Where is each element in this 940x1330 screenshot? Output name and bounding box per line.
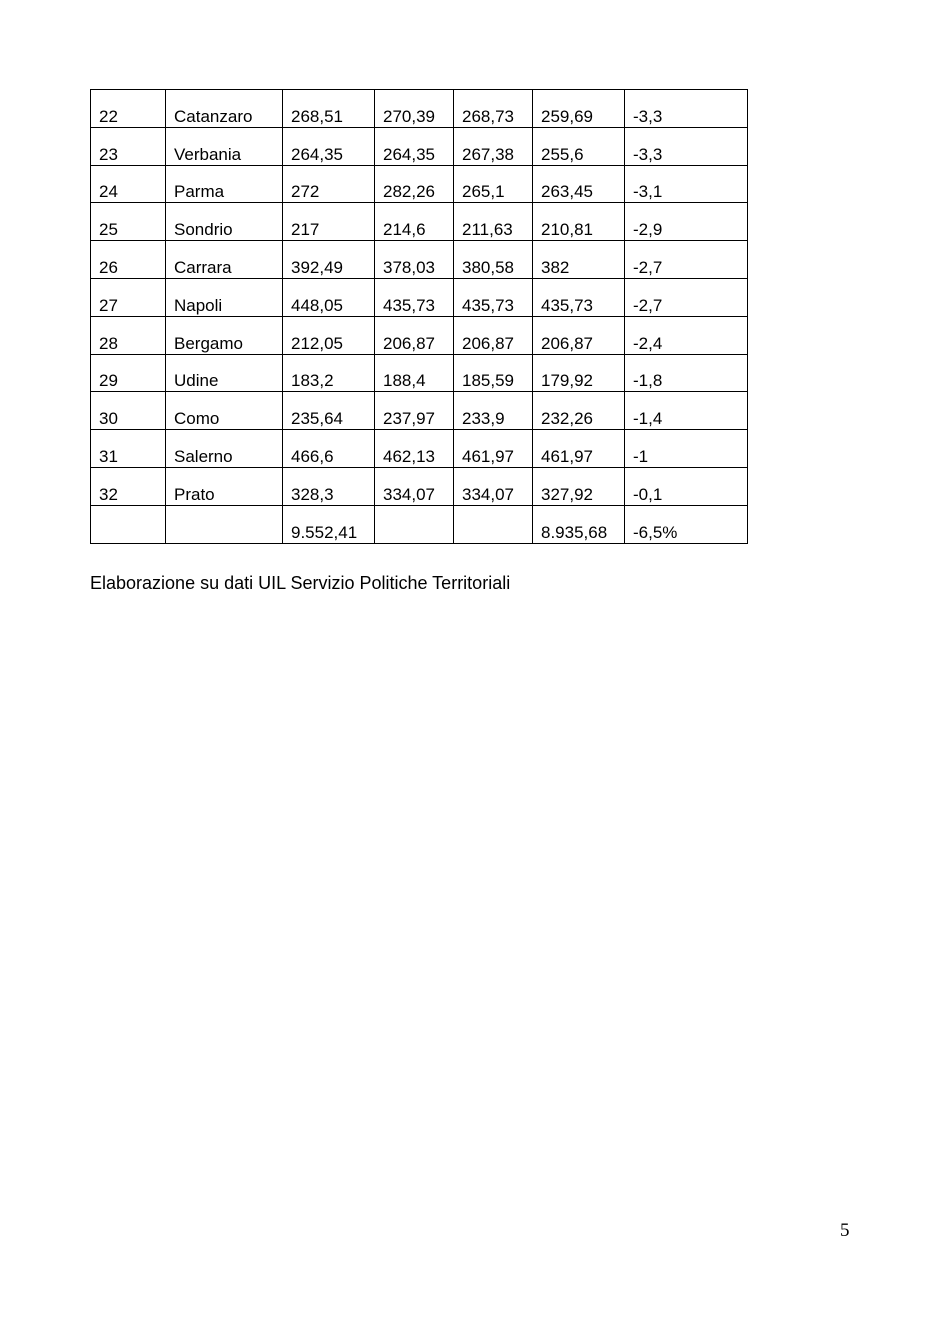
value-cell (375, 90, 454, 128)
cell-text: 270,39 (383, 106, 435, 126)
cell-text: 382 (541, 257, 570, 277)
city-cell (166, 165, 283, 203)
rank-cell (91, 127, 166, 165)
cell-text: Catanzaro (174, 106, 253, 126)
value-cell (283, 430, 375, 468)
rank-cell (91, 90, 166, 128)
city-cell (166, 203, 283, 241)
value-cell (454, 203, 533, 241)
table-row (91, 241, 748, 279)
cell-text: 435,73 (541, 295, 593, 315)
cell-text: 183,2 (291, 371, 334, 391)
cell-text: Sondrio (174, 220, 233, 240)
table-row (91, 278, 748, 316)
cell-text: 334,07 (462, 484, 514, 504)
value-cell (283, 392, 375, 430)
cell-text: 210,81 (541, 220, 593, 240)
value-cell (533, 241, 625, 279)
rank-cell (91, 430, 166, 468)
table-row (91, 392, 748, 430)
cell-text: Carrara (174, 257, 232, 277)
cell-text: -2,7 (633, 257, 663, 277)
value-cell (283, 316, 375, 354)
city-cell (166, 278, 283, 316)
change-cell (625, 392, 748, 430)
cell-text: 255,6 (541, 144, 584, 164)
value-cell (283, 203, 375, 241)
cell-text: Udine (174, 371, 219, 391)
cell-text: 272 (291, 182, 320, 202)
cell-text: 282,26 (383, 182, 435, 202)
cell-text: 327,92 (541, 484, 593, 504)
change-cell (625, 505, 748, 543)
cell-text: 461,97 (462, 446, 514, 466)
change-cell (625, 430, 748, 468)
value-cell (454, 165, 533, 203)
rank-cell (91, 316, 166, 354)
city-cell (166, 316, 283, 354)
cell-text: 29 (99, 371, 118, 391)
cell-text: 214,6 (383, 220, 426, 240)
value-cell (533, 90, 625, 128)
table-row (91, 316, 748, 354)
change-cell (625, 278, 748, 316)
value-cell (454, 430, 533, 468)
rank-cell (91, 467, 166, 505)
cell-text: 435,73 (383, 295, 435, 315)
value-cell (375, 278, 454, 316)
value-cell (375, 467, 454, 505)
cell-text: 435,73 (462, 295, 514, 315)
change-cell (625, 90, 748, 128)
cell-text: 235,64 (291, 409, 343, 429)
cell-text (99, 542, 165, 543)
cell-text: Parma (174, 182, 225, 202)
city-cell (166, 505, 283, 543)
cell-text: 27 (99, 295, 118, 315)
cell-text: 188,4 (383, 371, 426, 391)
cell-text: 8.935,68 (541, 522, 608, 542)
cell-text: 9.552,41 (291, 522, 358, 542)
cell-text: -2,7 (633, 295, 663, 315)
cell-text: -0,1 (633, 484, 663, 504)
change-cell (625, 467, 748, 505)
city-cell (166, 127, 283, 165)
value-cell (454, 127, 533, 165)
cell-text: 268,51 (291, 106, 343, 126)
value-cell (454, 392, 533, 430)
change-cell (625, 354, 748, 392)
value-cell (533, 127, 625, 165)
cell-text: -3,3 (633, 144, 663, 164)
change-cell (625, 241, 748, 279)
city-cell (166, 467, 283, 505)
cell-text: -3,1 (633, 182, 663, 202)
cell-text: 237,97 (383, 409, 435, 429)
change-cell (625, 127, 748, 165)
cell-text: 206,87 (541, 333, 593, 353)
value-cell (375, 165, 454, 203)
cell-text (462, 542, 532, 543)
value-cell (283, 165, 375, 203)
value-cell (454, 467, 533, 505)
cell-text: 263,45 (541, 182, 593, 202)
change-cell (625, 203, 748, 241)
change-cell (625, 165, 748, 203)
cell-text: 392,49 (291, 257, 343, 277)
page-number: 5 (840, 1220, 850, 1241)
cell-text: Verbania (174, 144, 242, 164)
cell-text: 378,03 (383, 257, 435, 277)
cell-text: -6,5% (633, 522, 678, 542)
cell-text: 22 (99, 106, 118, 126)
value-cell (283, 354, 375, 392)
cell-text: 264,35 (383, 144, 435, 164)
rank-cell (91, 241, 166, 279)
table-row (91, 467, 748, 505)
cell-text: 211,63 (462, 220, 513, 240)
cell-text: 267,38 (462, 144, 514, 164)
cell-text: Salerno (174, 446, 233, 466)
value-cell (375, 392, 454, 430)
cell-text: 31 (99, 446, 118, 466)
value-cell (533, 392, 625, 430)
value-cell (533, 278, 625, 316)
cell-text: 462,13 (383, 446, 435, 466)
total-row (91, 505, 748, 543)
cell-text: 334,07 (383, 484, 435, 504)
value-cell (375, 241, 454, 279)
rank-cell (91, 165, 166, 203)
table-row (91, 90, 748, 128)
value-cell (454, 278, 533, 316)
cell-text: 26 (99, 257, 118, 277)
value-cell (375, 316, 454, 354)
cell-text: 259,69 (541, 106, 593, 126)
value-cell (283, 467, 375, 505)
table-caption: Elaborazione su dati UIL Servizio Politiche Territoriali (90, 573, 511, 593)
cell-text: 466,6 (291, 446, 334, 466)
value-cell (454, 90, 533, 128)
cell-text: 265,1 (462, 182, 505, 202)
city-cell (166, 90, 283, 128)
city-cell (166, 392, 283, 430)
cell-text: Como (174, 409, 220, 429)
table-row (91, 127, 748, 165)
city-cell (166, 354, 283, 392)
value-cell (454, 316, 533, 354)
change-cell (625, 316, 748, 354)
cell-text: 380,58 (462, 257, 514, 277)
cell-text (174, 542, 282, 543)
table-row (91, 203, 748, 241)
cell-text: 232,26 (541, 409, 593, 429)
cell-text: 23 (99, 144, 118, 164)
cell-text: Prato (174, 484, 215, 504)
rank-cell (91, 505, 166, 543)
value-cell (533, 467, 625, 505)
cell-text: 206,87 (383, 333, 435, 353)
cell-text: 328,3 (291, 484, 334, 504)
cell-text: 217 (291, 220, 320, 240)
table-row (91, 165, 748, 203)
rank-cell (91, 203, 166, 241)
cell-text: -1,8 (633, 371, 663, 391)
value-cell (454, 505, 533, 543)
cell-text: 185,59 (462, 371, 514, 391)
cell-text: Bergamo (174, 333, 243, 353)
value-cell (533, 430, 625, 468)
cell-text: -1 (633, 446, 649, 466)
cell-text: 24 (99, 182, 118, 202)
cell-text: 30 (99, 409, 118, 429)
value-cell (375, 505, 454, 543)
city-cell (166, 241, 283, 279)
cell-text: 264,35 (291, 144, 343, 164)
rank-cell (91, 278, 166, 316)
value-cell (533, 505, 625, 543)
cell-text: -1,4 (633, 409, 663, 429)
value-cell (454, 241, 533, 279)
value-cell (283, 241, 375, 279)
cell-text: 461,97 (541, 446, 593, 466)
value-cell (533, 165, 625, 203)
data-table (90, 89, 748, 544)
table-row (91, 354, 748, 392)
value-cell (533, 316, 625, 354)
cell-text: 28 (99, 333, 118, 353)
value-cell (533, 354, 625, 392)
value-cell (283, 127, 375, 165)
value-cell (375, 430, 454, 468)
value-cell (533, 203, 625, 241)
cell-text: -2,9 (633, 220, 663, 240)
value-cell (283, 90, 375, 128)
cell-text: -2,4 (633, 333, 663, 353)
cell-text: 448,05 (291, 295, 343, 315)
cell-text: 179,92 (541, 371, 593, 391)
table-row (91, 430, 748, 468)
value-cell (283, 505, 375, 543)
cell-text: 32 (99, 484, 118, 504)
value-cell (375, 203, 454, 241)
cell-text: -3,3 (633, 106, 663, 126)
cell-text: 212,05 (291, 333, 343, 353)
value-cell (375, 354, 454, 392)
city-cell (166, 430, 283, 468)
table-body (91, 90, 748, 544)
cell-text: 268,73 (462, 106, 514, 126)
value-cell (454, 354, 533, 392)
value-cell (283, 278, 375, 316)
value-cell (375, 127, 454, 165)
cell-text: 25 (99, 220, 118, 240)
cell-text (383, 542, 453, 543)
rank-cell (91, 354, 166, 392)
cell-text: 206,87 (462, 333, 514, 353)
cell-text: 233,9 (462, 409, 505, 429)
cell-text: Napoli (174, 295, 223, 315)
rank-cell (91, 392, 166, 430)
